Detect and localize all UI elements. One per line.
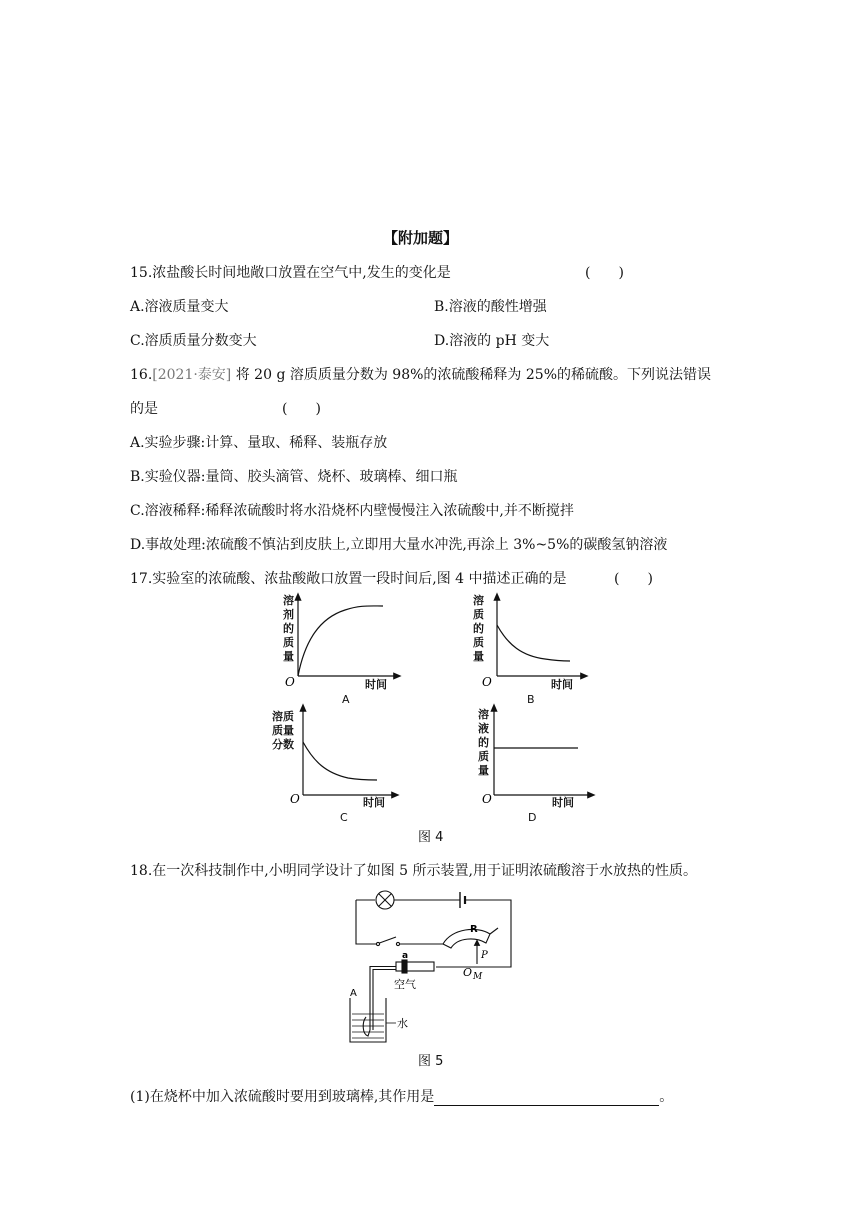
graph-a-xlabel: 时间 xyxy=(365,678,387,691)
graph-a-ylabel-1: 溶 xyxy=(283,594,294,607)
graph-b-ylabel-1: 溶 xyxy=(473,594,484,607)
figure-5-apparatus xyxy=(340,880,530,1050)
graph-d-ylabel-1: 溶 xyxy=(478,708,489,721)
graph-a-curve xyxy=(298,606,383,676)
graph-b-ylabel-2: 质 xyxy=(473,608,484,621)
q15-option-d: D.溶液的 pH 变大 xyxy=(434,333,550,349)
label-o: O xyxy=(463,966,473,979)
label-p: P xyxy=(481,950,488,961)
q18-sub1-end: 。 xyxy=(659,1089,674,1105)
glass-tube-icon xyxy=(370,967,396,1031)
figure-5-caption: 图 5 xyxy=(418,1054,444,1069)
graph-c-ylabel-1: 溶质 xyxy=(272,710,294,723)
label-r: R xyxy=(470,924,478,935)
q16-option-b: B.实验仪器:量筒、胶头滴管、烧杯、玻璃棒、细口瓶 xyxy=(130,469,458,485)
label-water: 水 xyxy=(397,1017,408,1030)
q16-source: [2021·泰安] xyxy=(152,367,232,383)
q16-number: 16. xyxy=(130,367,153,383)
graph-c-curve xyxy=(303,742,377,780)
q16-option-c: C.溶液稀释:稀释浓硫酸时将水沿烧杯内壁慢慢注入浓硫酸中,并不断搅拌 xyxy=(130,503,574,519)
circuit-left-wire xyxy=(356,900,376,944)
q16-stem-text: 将 20 g 溶质质量分数为 98%的浓硫酸稀释为 25%的稀硫酸。下列说法错误 xyxy=(231,367,711,383)
graph-d-ylabel-4: 质 xyxy=(478,750,489,763)
q18-sub1 xyxy=(130,1088,673,1106)
q16-stem-line2: 的是 xyxy=(130,401,158,417)
graph-d-ylabel-3: 的 xyxy=(478,736,489,749)
graph-b-ylabel-5: 量 xyxy=(473,650,484,663)
q18-stem: 18.在一次科技制作中,小明同学设计了如图 5 所示装置,用于证明浓硫酸溶于水放热的性质。 xyxy=(130,863,697,879)
graph-b-curve xyxy=(497,625,570,661)
label-air: 空气 xyxy=(394,978,416,991)
label-a-upper: A xyxy=(350,988,357,999)
graph-c-option: C xyxy=(340,811,348,824)
graph-d-option: D xyxy=(528,811,537,824)
graph-b-origin: O xyxy=(482,675,492,689)
graph-b-ylabel-3: 的 xyxy=(473,622,484,635)
graph-a-ylabel-3: 的 xyxy=(283,622,294,635)
graph-c-ylabel-3: 分数 xyxy=(272,738,294,751)
section-title: 【附加题】 xyxy=(383,229,459,247)
q15-stem: 15.浓盐酸长时间地敞口放置在空气中,发生的变化是 xyxy=(130,265,451,281)
q16-option-a: A.实验步骤:计算、量取、稀释、装瓶存放 xyxy=(130,435,388,451)
label-m: M xyxy=(473,972,483,982)
figure-4-caption: 图 4 xyxy=(418,830,444,845)
graph-a-ylabel-5: 量 xyxy=(283,650,294,663)
switch-icon xyxy=(376,942,379,945)
graph-c-xlabel: 时间 xyxy=(363,796,385,809)
graph-d-ylabel-2: 液 xyxy=(478,722,489,735)
q17-bracket: ( ) xyxy=(614,571,653,587)
graph-a-option: A xyxy=(342,693,350,706)
graph-b-ylabel-4: 质 xyxy=(473,636,484,649)
q18-sub1-text: (1)在烧杯中加入浓硫酸时要用到玻璃棒,其作用是 xyxy=(130,1089,435,1105)
q15-option-a: A.溶液质量变大 xyxy=(130,299,229,315)
graph-d-origin: O xyxy=(482,792,492,806)
q16-bracket: ( ) xyxy=(282,401,321,417)
graph-c-ylabel-2: 质量 xyxy=(272,724,294,737)
graph-b-option: B xyxy=(527,693,535,706)
graph-b-xlabel: 时间 xyxy=(551,678,573,691)
q15-option-c: C.溶质质量分数变大 xyxy=(130,333,257,349)
q15-option-b: B.溶液的酸性增强 xyxy=(434,299,547,315)
rheostat-icon xyxy=(443,929,490,948)
label-a: a xyxy=(402,951,409,961)
answer-blank[interactable] xyxy=(434,1091,659,1106)
piston-a-icon xyxy=(402,960,407,973)
graph-c-origin: O xyxy=(290,792,300,806)
graph-a-origin: O xyxy=(285,675,295,689)
graph-d-ylabel-5: 量 xyxy=(478,764,489,777)
q17-stem: 17.实验室的浓硫酸、浓盐酸敞口放置一段时间后,图 4 中描述正确的是 xyxy=(130,571,567,587)
graph-d-xlabel: 时间 xyxy=(552,796,574,809)
q15-bracket: ( ) xyxy=(585,265,624,281)
graph-a-ylabel-4: 质 xyxy=(283,636,294,649)
graph-a-ylabel-2: 剂 xyxy=(283,608,294,621)
q16-option-d: D.事故处理:浓硫酸不慎沾到皮肤上,立即用大量水冲洗,再涂上 3%~5%的碳酸氢钠溶液 xyxy=(130,537,668,553)
